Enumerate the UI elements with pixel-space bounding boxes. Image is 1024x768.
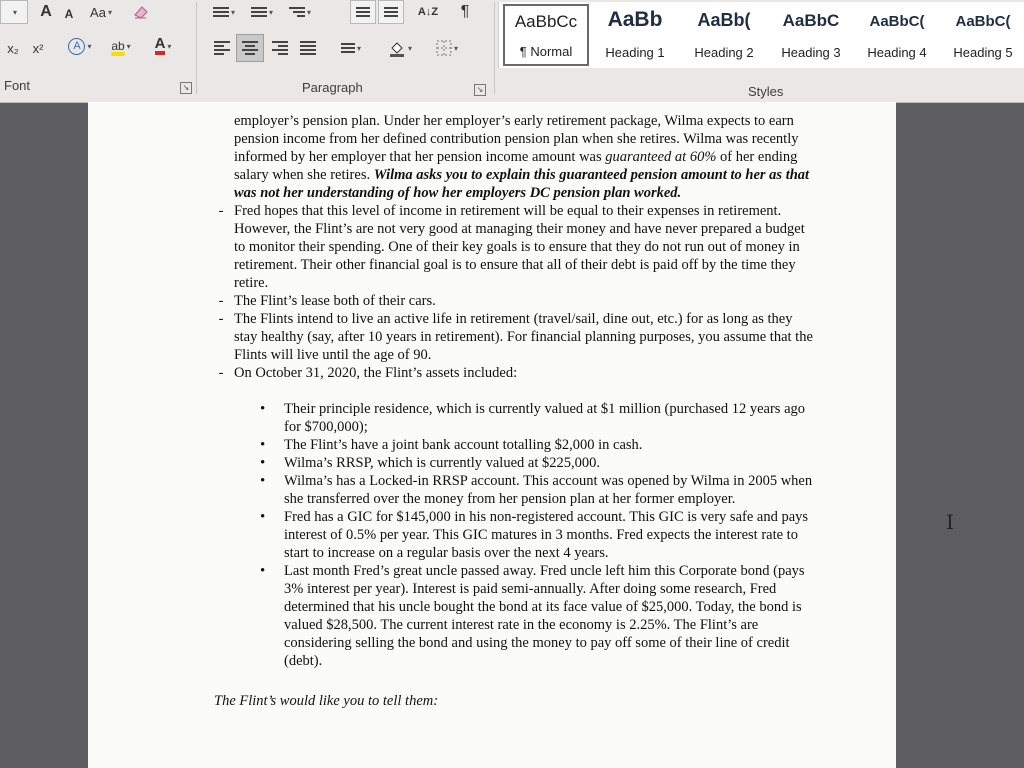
style-name: ¶ Normal	[519, 44, 573, 59]
style-name: Heading 3	[781, 45, 841, 60]
list-item	[218, 202, 814, 292]
bullets-button[interactable]	[206, 0, 242, 24]
paint-bucket-icon	[388, 39, 406, 57]
list-item	[218, 364, 814, 382]
bullet-marker: •	[260, 509, 266, 525]
chevron-down-icon: ▾	[453, 43, 458, 53]
multilevel-list-button[interactable]	[282, 0, 318, 24]
list-item-text: The Flint’s have a joint bank account totalling $2,000 in cash.	[284, 437, 643, 453]
paragraph-group-label: Paragraph	[302, 80, 363, 95]
shrink-font-button[interactable]: A	[64, 7, 74, 21]
style-heading-3[interactable]	[769, 4, 853, 66]
pension-guarantee-text: guaranteed at 60%	[605, 149, 717, 165]
list-item	[260, 436, 814, 454]
align-right-icon	[272, 41, 288, 55]
list-item-text: Fred hopes that this level of income in retirement will be equal to their expenses in retirement. However, the Flint’s are not very good at managing their money and have never prepared a budget to monitor their spending. One of their key goals is to ensure that they do not run out of money in retirement. Their other financial goal is to ensure that all of their debt is paid off by the time they retire.	[234, 203, 805, 291]
style-sample: AaBbCc	[514, 12, 578, 31]
align-left-icon	[214, 41, 230, 55]
bullet-marker: •	[260, 473, 266, 489]
list-item-text: Wilma’s RRSP, which is currently valued at $225,000.	[284, 455, 600, 471]
bullet-marker: •	[260, 455, 266, 471]
style-heading-1[interactable]	[591, 4, 679, 66]
shading-button[interactable]	[378, 36, 422, 60]
style-sample: AaBbC(	[955, 13, 1011, 30]
justify-button[interactable]	[294, 36, 322, 60]
font-color-icon: A	[155, 37, 166, 55]
line-spacing-icon	[341, 43, 355, 53]
grow-font-button[interactable]: A	[40, 3, 52, 20]
change-case-button[interactable]	[84, 0, 118, 24]
align-center-button[interactable]	[236, 34, 264, 62]
chevron-down-icon: ▾	[87, 41, 92, 51]
numbering-button[interactable]	[244, 0, 280, 24]
bullet-marker: •	[260, 401, 266, 417]
align-left-button[interactable]	[208, 36, 236, 60]
multilevel-list-icon	[289, 7, 305, 17]
divider	[196, 2, 197, 94]
justify-icon	[300, 41, 316, 55]
dash-marker: -	[218, 203, 224, 219]
style-sample: AaBbC(	[869, 13, 925, 30]
font-color-button[interactable]	[144, 34, 182, 58]
align-center-icon	[242, 41, 258, 55]
decrease-indent-icon	[356, 7, 370, 17]
increase-indent-icon	[384, 7, 398, 17]
chevron-down-icon: ▾	[126, 41, 131, 51]
list-item	[260, 508, 814, 562]
chevron-down-icon: ▾	[407, 43, 412, 53]
eraser-icon	[132, 3, 150, 21]
style-heading-4[interactable]	[855, 4, 939, 66]
chevron-down-icon: ▾	[107, 7, 112, 17]
styles-group-label: Styles	[748, 84, 784, 99]
highlight-color-button[interactable]	[100, 34, 142, 58]
text-effects-button[interactable]	[62, 34, 98, 58]
document-body[interactable]	[214, 112, 814, 710]
borders-button[interactable]	[426, 36, 468, 60]
document-page[interactable]	[88, 102, 896, 768]
style-normal[interactable]	[503, 4, 589, 66]
style-name: Heading 2	[694, 45, 754, 60]
list-item-text: Last month Fred’s great uncle passed away. Fred uncle left him this Corporate bond (pays 3% interest per year). Interest is paid semi-annually. After doing some research, Fred determined that his uncle bought the bond at its face value of $25,000. Today, the bond is valued $28,500. The current interest rate in the economy is 2.25%. The Flint’s are considering selling the bond and using the money to pay off some of their line of credit (debt).	[284, 563, 805, 669]
chevron-down-icon: ▾	[230, 7, 235, 17]
style-sample: AaBb	[607, 8, 663, 31]
list-item	[260, 454, 814, 472]
decrease-indent-button[interactable]	[350, 0, 376, 24]
style-heading-5[interactable]	[941, 4, 1024, 66]
closing-question: The Flint’s would like you to tell them:	[214, 693, 439, 709]
text-effects-icon: A	[68, 38, 85, 55]
dash-marker: -	[218, 293, 224, 309]
chevron-down-icon: ▾	[306, 7, 311, 17]
change-case-label: Aa	[90, 4, 106, 20]
list-item	[260, 472, 814, 508]
chevron-down-icon: ▾	[268, 7, 273, 17]
style-name: Heading 4	[867, 45, 927, 60]
list-item-text: The Flint’s lease both of their cars.	[234, 293, 436, 309]
style-name: Heading 1	[605, 45, 665, 60]
list-item-text: Fred has a GIC for $145,000 in his non-registered account. This GIC is very safe and pays interest of 0.5% per year. This GIC matures in 3 months. Fred expects the interest rate to start to increase on a regular basis over the next 4 years.	[284, 509, 809, 561]
borders-icon	[436, 40, 452, 56]
list-item	[260, 562, 814, 670]
divider	[494, 2, 495, 94]
font-group-label: Font	[4, 78, 31, 93]
style-name: Heading 5	[953, 45, 1013, 60]
list-item-text: The Flints intend to live an active life in retirement (travel/sail, dine out, etc.) for as long as they stay healthy (say, after 10 years in retirement). For financial planning purposes, you assume that the Flints will live until the age of 90.	[234, 311, 813, 363]
bullet-marker: •	[260, 437, 266, 453]
list-item	[260, 400, 814, 436]
pension-question-text: Wilma asks you to explain this guaranteed pension amount to her as that was not her understanding of how her employers DC pension plan worked.	[234, 167, 810, 201]
styles-gallery	[498, 2, 1024, 68]
list-item-text: Their principle residence, which is currently valued at $1 million (purchased 12 years ago for $700,000);	[284, 401, 806, 435]
superscript-button[interactable]: x²	[32, 40, 44, 56]
bullets-icon	[213, 7, 229, 17]
style-heading-2[interactable]	[681, 4, 767, 66]
pension-text-cont: of her ending salary when she retires.	[234, 149, 798, 183]
highlighter-icon: ab	[111, 39, 125, 53]
font-dialog-launcher-icon[interactable]: ↘	[180, 82, 192, 94]
dash-marker: -	[218, 311, 224, 327]
ribbon	[0, 0, 1024, 103]
font-size-dropdown[interactable]: ▾	[0, 0, 28, 24]
style-sample: AaBb(	[697, 10, 751, 30]
subscript-button[interactable]: x₂	[7, 40, 19, 56]
style-sample: AaBbC	[782, 11, 840, 30]
increase-indent-button[interactable]	[378, 0, 404, 24]
list-item	[218, 292, 814, 310]
chevron-down-icon: ▾	[356, 43, 361, 53]
show-formatting-button[interactable]: ¶	[460, 3, 470, 20]
chevron-down-icon: ▾	[167, 41, 172, 51]
align-right-button[interactable]	[266, 36, 294, 60]
bullet-marker: •	[260, 563, 266, 579]
list-item-text: On October 31, 2020, the Flint’s assets included:	[234, 365, 518, 381]
list-item	[218, 310, 814, 364]
clear-formatting-button[interactable]	[126, 0, 156, 24]
pension-text: employer’s pension plan. Under her employer’s early retirement package, Wilma expects to earn pension income from her defined contribution pension plan when she retires. Wilma was recently informed by her employer that her pension income amount was	[234, 113, 799, 165]
list-item-text: Wilma’s has a Locked-in RRSP account. This account was opened by Wilma in 2005 when she transferred over the money from her pension plan at her former employer.	[284, 473, 813, 507]
numbering-icon	[251, 7, 267, 17]
sort-button[interactable]: A↓Z	[417, 6, 439, 18]
paragraph-dialog-launcher-icon[interactable]: ↘	[474, 84, 486, 96]
line-spacing-button[interactable]	[330, 36, 372, 60]
paragraph-pension	[234, 112, 814, 202]
assets-list	[260, 400, 814, 670]
text-cursor-icon: I	[946, 510, 954, 534]
dash-marker: -	[218, 365, 224, 381]
